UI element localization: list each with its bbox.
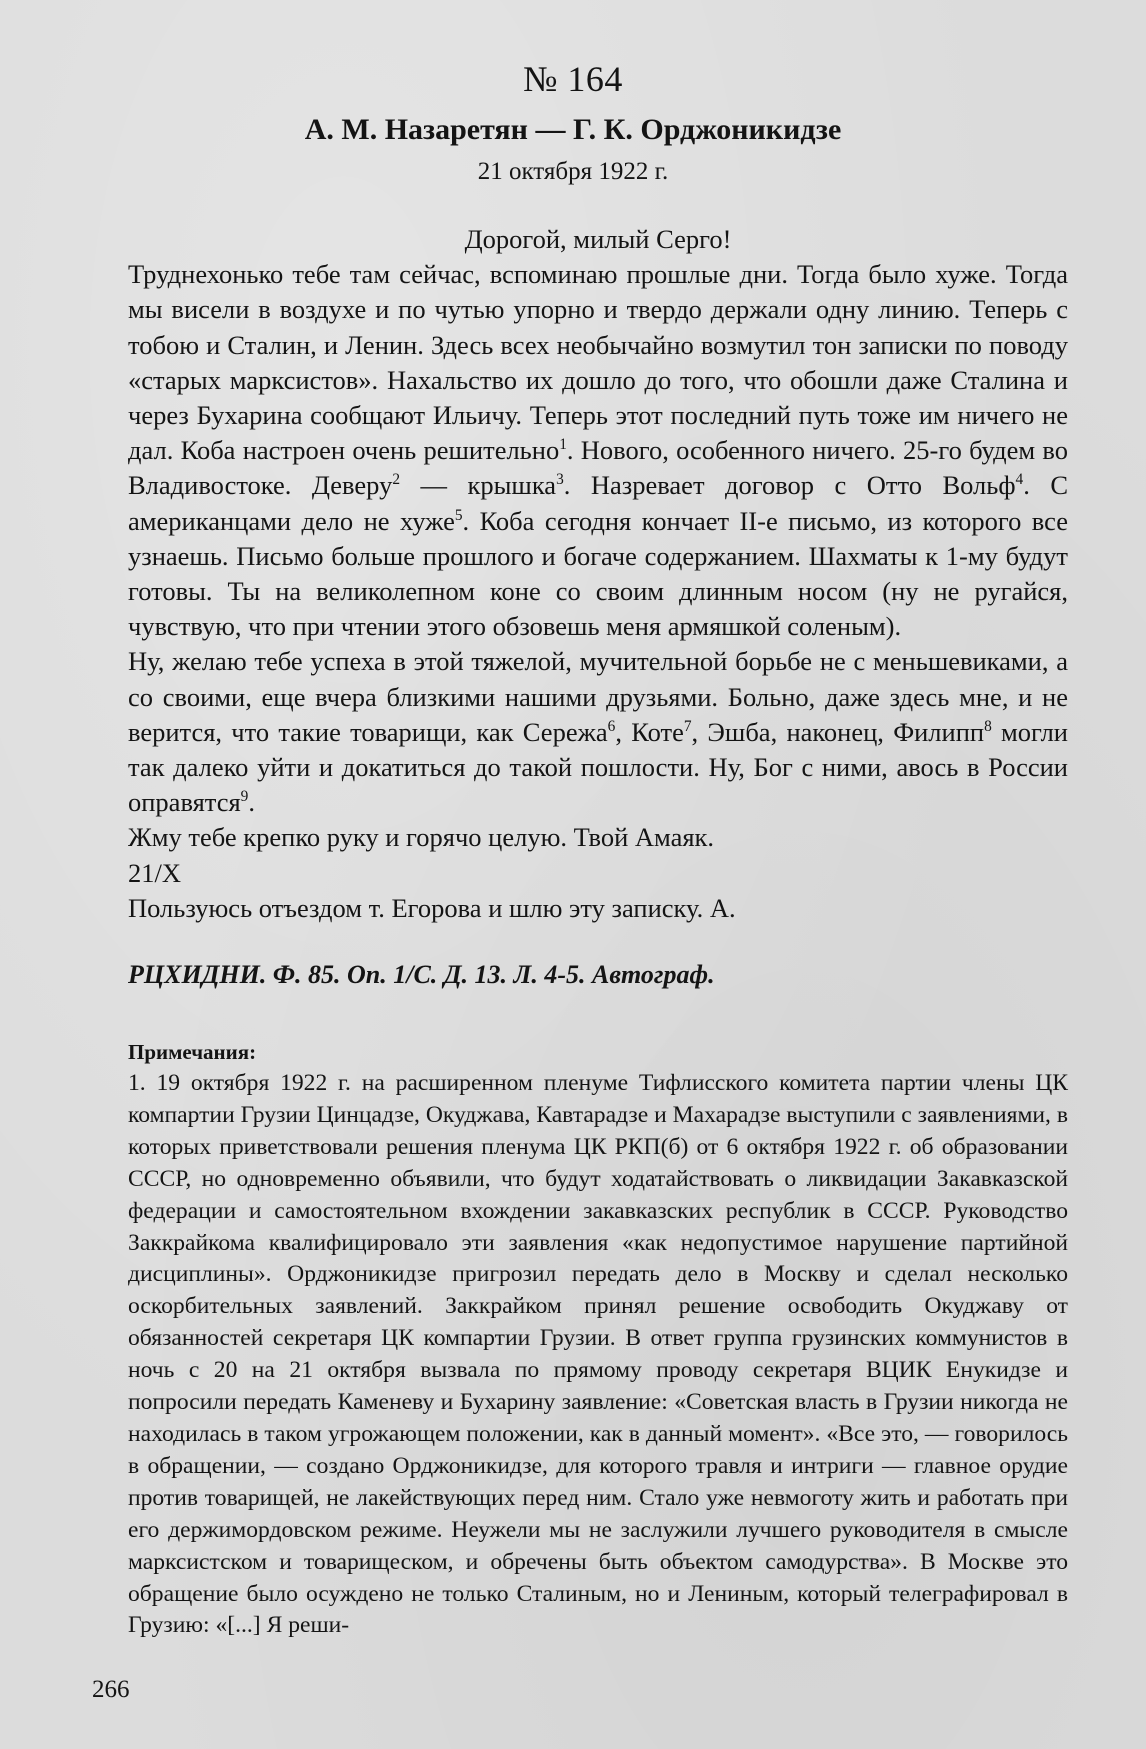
letter-text: . Назревает договор с Отто Вольф	[563, 470, 1016, 501]
footnote-ref-4[interactable]: 4	[1015, 471, 1024, 489]
notes-section	[128, 1068, 1068, 1642]
letter-text: . С американцами дело не хуже	[128, 470, 1068, 536]
letter-postscript: Пользуюсь отъездом т. Егорова и шлю эту записку. А.	[128, 892, 736, 923]
letter-text: Ну, желаю тебе успеха в этой тяжелой, мучительной борьбе не с меньшевиками, а со своими, еще вчера близкими нашими друзьями. Больно, даже здесь мне, и не верится, что такие товарищи, как Сережа	[128, 646, 1068, 747]
letter-closing: Жму тебе крепко руку и горячо целую. Твой Амаяк.	[128, 822, 715, 853]
letter-text: .	[248, 787, 255, 818]
letter-text: могли так далеко уйти и докатиться до такой пошлости. Ну, Бог с ними, авось в России оправятся	[128, 716, 1068, 818]
footnote-ref-5[interactable]: 5	[454, 506, 463, 524]
document-number: № 164	[523, 59, 623, 99]
letter-greeting: Дорогой, милый Серго!	[464, 224, 732, 254]
letter-text: , Коте	[615, 716, 684, 747]
footnote-ref-1[interactable]: 1	[559, 436, 567, 454]
letter-text: . Коба сегодня кончает II-е письмо, из которого все узнаешь. Письмо больше прошлого и богаче содержанием. Шахматы к 1-му будут готовы. Ты на великолепном коне со своим длинным носом (ну не ругайся, чувствую, что при чтении этого обзовешь меня армяшкой соленым).	[128, 505, 1068, 642]
letter-text: , Эшба, наконец, Филипп	[691, 716, 985, 747]
letter-paragraph-2	[128, 644, 1068, 820]
footnote-ref-7[interactable]: 7	[683, 718, 692, 736]
footnote-ref-6[interactable]: 6	[607, 718, 616, 736]
note-1: 1. 19 октября 1922 г. на расширенном пленуме Тифлисского комитета партии члены ЦК компартии Грузии Цинцадзе, Окуджава, Кавтарадзе и Махарадзе выступили с заявлениями, в которых приветствовали решения пленума ЦК РКП(б) от 6 октября 1922 г. об образовании СССР, но одновременно объявили, что будут ходатайствовать о ликвидации Закавказской федерации и самостоятельном вхождении закавказских республик в СССР. Руководство Заккрайкома квалифицировало эти заявления «как недопустимое нарушение партийной дисциплины». Орджоникидзе пригрозил передать дело в Москву и сделал несколько оскорбительных заявлений. Заккрайком принял решение освободить Окуджаву от обязанностей секретаря ЦК компартии Грузии. В ответ группа грузинских коммунистов в ночь с 20 на 21 октября вызвала по прямому проводу секретаря ВЦИК Енукидзе и попросили передать Каменеву и Бухарину заявление: «Советская власть в Грузии никогда не находилась в таком угрожающем положении, как в данный момент». «Все это, — говорилось в обращении, — создано Орджоникидзе, для которого травля и интриги — главное орудие против товарищей, не лакействующих перед ним. Стало уже невмоготу жить и работать при его держимордовском режиме. Неужели мы не заслужили лучшего руководителя в смысле марксистском и товарищеском, и обречены быть объектом самодурства». В Москве это обращение было осуждено не только Сталиным, но и Лениным, который телеграфировал в Грузию: «[...] Я реши-	[128, 1070, 1068, 1639]
letter-body	[128, 222, 1068, 926]
letter-paragraph-1	[128, 257, 1068, 644]
footnote-ref-8[interactable]: 8	[984, 718, 992, 736]
page-number: 266	[92, 1676, 130, 1703]
letter-text: — крышка	[400, 470, 557, 501]
footnote-ref-3[interactable]: 3	[556, 471, 564, 489]
notes-heading: Примечания:	[128, 1040, 257, 1064]
letter-date-line: 21/X	[128, 857, 181, 888]
letter-text: . Нового, особенного ничего. 25-го будем во Владивостоке. Деверу	[128, 435, 1068, 501]
document-date: 21 октября 1922 г.	[477, 158, 669, 185]
footnote-ref-9[interactable]: 9	[240, 788, 249, 806]
document-title: А. М. Назаретян — Г. К. Орджоникидзе	[304, 113, 842, 146]
archival-source: РЦХИДНИ. Ф. 85. Оп. 1/С. Д. 13. Л. 4-5. Автограф.	[128, 960, 715, 989]
footnote-ref-2[interactable]: 2	[392, 471, 401, 489]
letter-text: Труднехонько тебе там сейчас, вспоминаю прошлые дни. Тогда было хуже. Тогда мы висели в воздухе и по чутью упорно и твердо держали одну линию. Теперь с тобою и Сталин, и Ленин. Здесь всех необычайно возмутил тон записки по поводу «старых марксистов». Нахальство их дошло до того, что обошли даже Сталина и через Бухарина сообщают Ильичу. Теперь этот последний путь тоже им ничего не дал. Коба настроен очень решительно	[128, 259, 1068, 466]
